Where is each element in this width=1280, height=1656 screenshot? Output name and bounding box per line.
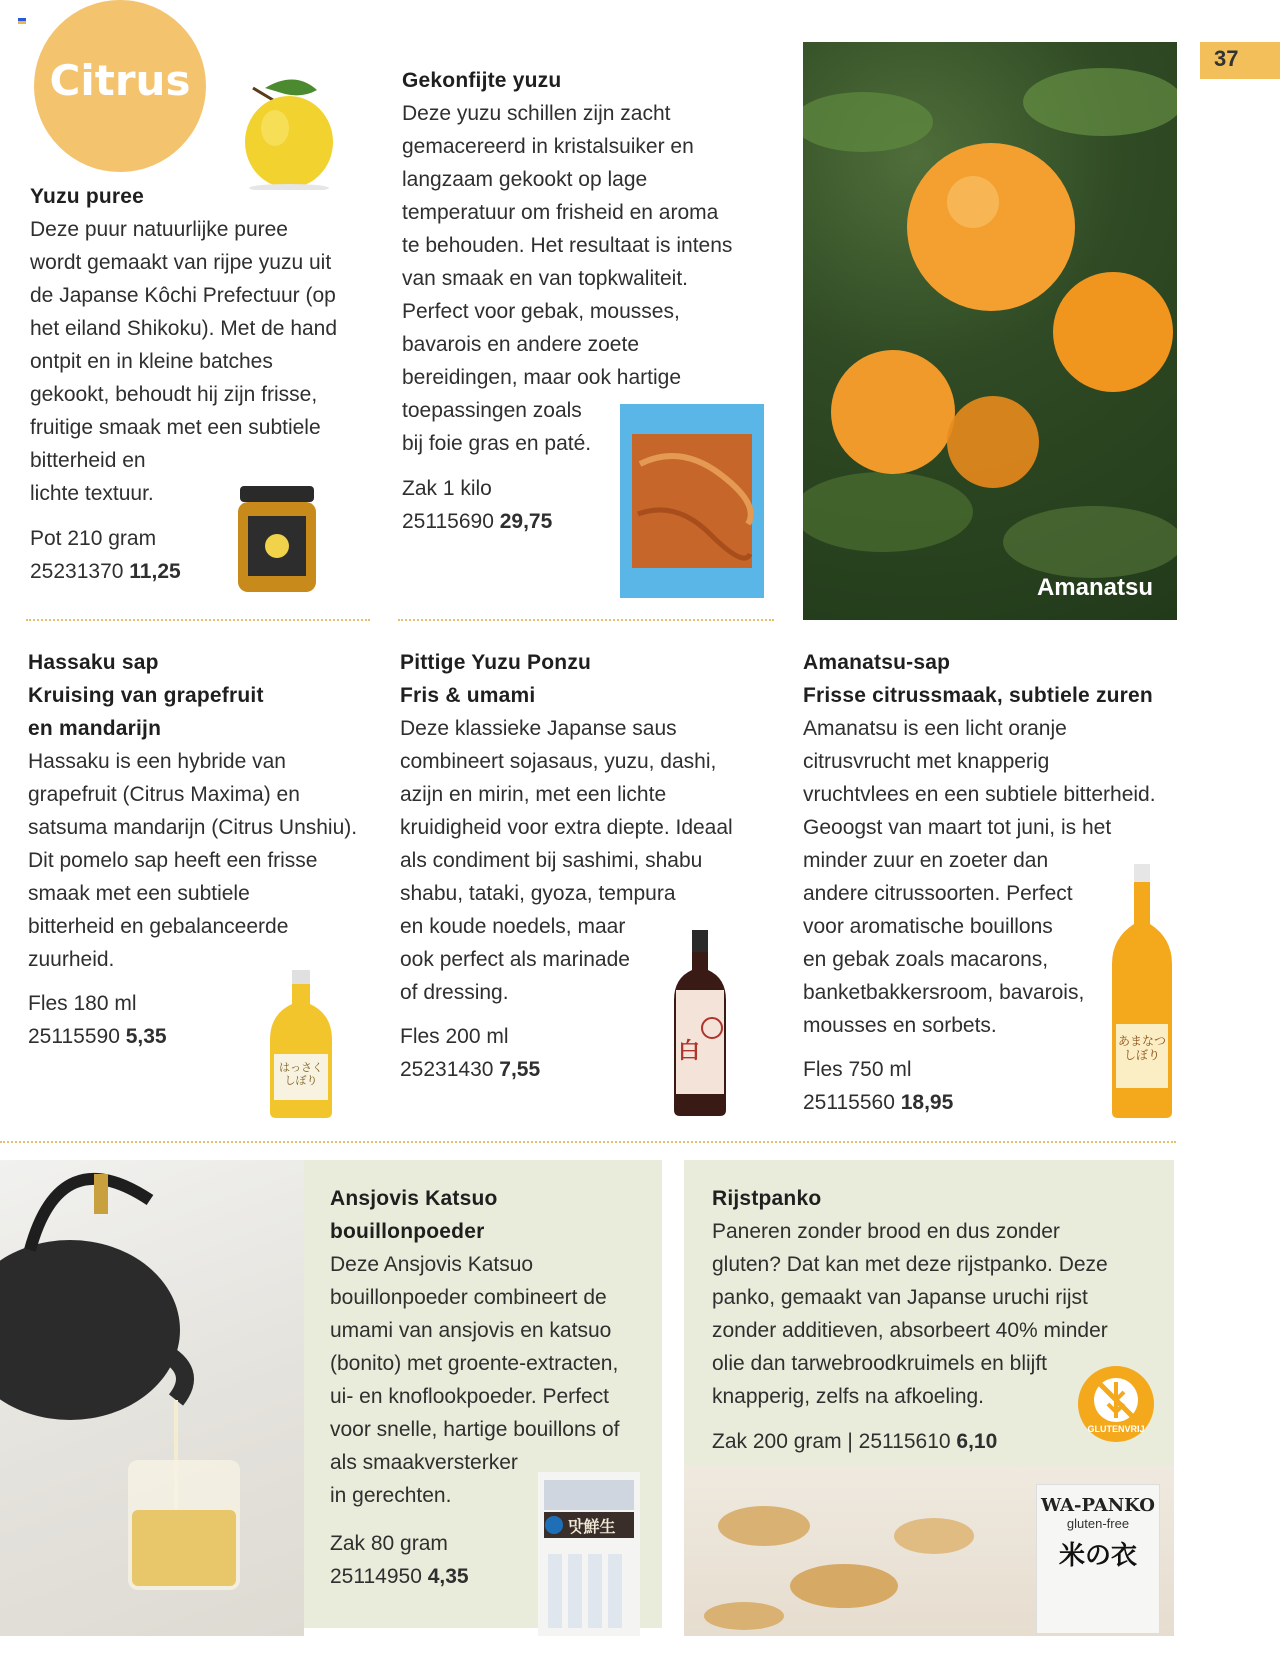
product-price-line: Zak 200 gram | 25115610 6,10 (712, 1430, 998, 1453)
section-badge (34, 0, 206, 172)
product-description: Amanatsu is een licht oranje citrusvrucht met knapperig vruchtvlees en een subtiele bitterheid. Geoogst van maart tot juni, is het minder zuur en zoeter dan andere citrussoorten. Perfect voor aromatische bouillons en gebak zoals macarons, banketbakkersroom, bavarois, mousses en sorbets. (803, 717, 1156, 1037)
product-subtitle: Frisse citrussmaak, subtiele zuren (803, 684, 1153, 707)
product-subtitle: Fris & umami (400, 684, 536, 707)
product-title: Yuzu puree (30, 185, 145, 208)
product-price-line: 25231370 11,25 (30, 560, 181, 583)
product-title: Gekonfijte yuzu (402, 69, 562, 92)
product-size: Fles 750 ml (803, 1058, 912, 1081)
pack-japanese-title: 米の衣 (1058, 1540, 1137, 1570)
amanatsu-tree-photo (803, 42, 1177, 620)
gluten-free-badge (1076, 1364, 1156, 1444)
pack-subtitle: gluten-free (1066, 1516, 1130, 1531)
section-title: Citrus (49, 56, 191, 105)
product-price-line: 25115690 29,75 (402, 510, 553, 533)
bottle-label: 白 (678, 1038, 701, 1063)
bottle-image-ponzu (672, 930, 728, 1116)
product-size: Zak 80 gram (330, 1532, 448, 1555)
product-description: Deze puur natuurlijke puree wordt gemaakt van rijpe yuzu uit de Japanse Kôchi Prefectuur (op het eiland Shikoku). Met de hand ontpit en in kleine batches gekookt, behoudt hij zijn frisse, fruitige smaak met een subtiele bitterheid en lichte textuur. (30, 218, 338, 505)
jar-image (234, 486, 320, 596)
bottle-image-amanatsu (1110, 864, 1174, 1118)
product-title: Amanatsu-sap (803, 651, 951, 674)
bottle-label: はっさく しぼり (279, 1062, 323, 1087)
pack-label: 맛鮮生 (568, 1519, 616, 1536)
bottle-image-hassaku (266, 970, 336, 1118)
product-description: Paneren zonder brood en dus zonder gluten? Dat kan met deze rijstpanko. Deze panko, gemaakt van Japanse uruchi rijst zonder additieven, absorbeert 40% minder olie dan tarwebroodkruimels en blijft knapperig, zelfs na afkoeling. (712, 1220, 1108, 1408)
page-number: 37 (1200, 42, 1280, 79)
product-subtitle: Kruising van grapefruit en mandarijn (28, 684, 264, 740)
product-price-line: 25115560 18,95 (803, 1091, 954, 1114)
photo-caption: Amanatsu (1036, 574, 1153, 601)
product-description: Deze klassieke Japanse saus combineert sojasaus, yuzu, dashi, azijn en mirin, met een lichte kruidigheid voor extra diepte. Ideaal als condiment bij sashimi, shabu shabu, tataki, gyoza, tempura en koude noedels, maar ook perfect als marinade of dressing. (400, 717, 733, 1004)
product-size: Zak 1 kilo (402, 477, 492, 500)
product-description: Deze Ansjovis Katsuo bouillonpoeder combineert de umami van ansjovis en katsuo (bonito) met groente-extracten, ui- en knoflookpoeder. Perfect voor snelle, hartige bouillons of als smaakversterker in gerechten. (330, 1253, 620, 1507)
product-size: Fles 180 ml (28, 992, 137, 1015)
divider (0, 1141, 1176, 1143)
product-title: Rijstpanko (712, 1187, 822, 1210)
product-title: Pittige Yuzu Ponzu (400, 651, 592, 674)
divider (398, 619, 774, 621)
product-description: Deze yuzu schillen zijn zacht gemacereerd in kristalsuiker en langzaam gekookt op lage temperatuur om frisheid en aroma te behouden. Het resultaat is intens van smaak en van topkwaliteit. Perfect voor gebak, mousses, bavarois en andere zoete bereidingen, maar ook hartige toepassingen zoals bij foie gras en paté. (402, 102, 733, 455)
panko-pack-image (1036, 1484, 1160, 1634)
product-title: Hassaku sap (28, 651, 159, 674)
bag-image (620, 404, 764, 598)
product-title: Ansjovis Katsuo bouillonpoeder (330, 1187, 498, 1243)
panko-photo (684, 1466, 1174, 1636)
pack-brand: WA-PANKO (1041, 1495, 1155, 1516)
product-price-line: 25114950 4,35 (330, 1565, 469, 1588)
product-size: Fles 200 ml (400, 1025, 509, 1048)
bottle-label: あまなつ しぼり (1117, 1034, 1166, 1062)
gluten-free-label: GLUTENVRIJ (1087, 1424, 1145, 1434)
product-size: Pot 210 gram (30, 527, 157, 550)
flag-icon (18, 18, 26, 24)
yuzu-fruit-image (225, 70, 345, 190)
divider (26, 619, 370, 621)
product-price-line: 25115590 5,35 (28, 1025, 167, 1048)
product-price-line: 25231430 7,55 (400, 1058, 541, 1081)
product-description: Hassaku is een hybride van grapefruit (Citrus Maxima) en satsuma mandarijn (Citrus Unshiu). Dit pomelo sap heeft een frisse smaak met een subtiele bitterheid en gebalanceerde zuurheid. (28, 750, 358, 971)
teapot-photo (0, 1160, 304, 1636)
katsuo-pack-image (538, 1472, 640, 1636)
